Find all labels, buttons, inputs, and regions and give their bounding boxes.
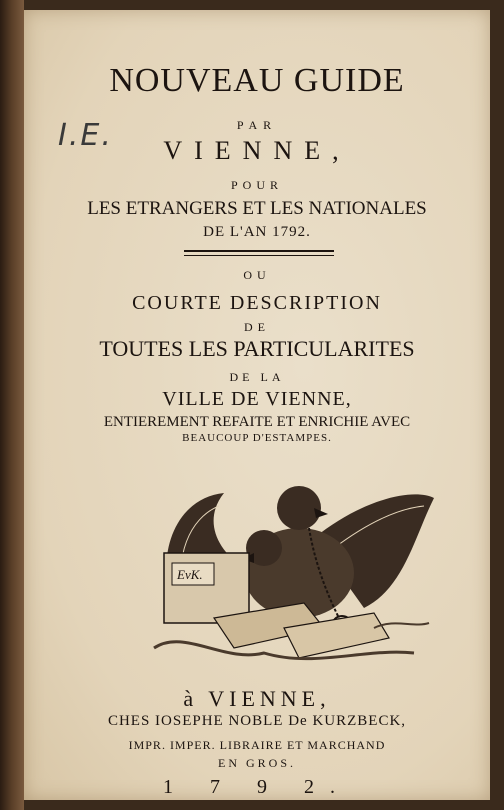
vignette-label: EvK. <box>177 567 203 582</box>
de-la-text: DE LA <box>229 370 285 384</box>
par-text: PAR <box>236 118 278 132</box>
edition-line-1: ENTIEREMENT REFAITE ET ENRICHIE AVEC <box>103 414 411 430</box>
book-spine <box>0 0 24 810</box>
printer-title-2: EN GROS. <box>217 756 296 770</box>
edition-line-2: BEAUCOUP D'ESTAMPES. <box>182 432 332 444</box>
subtitle-description: COURTE DESCRIPTION <box>132 292 382 314</box>
publisher-line: CHES IOSEPHE NOBLE De KURZBECK, <box>107 713 407 729</box>
book-title: NOUVEAU GUIDE <box>109 62 405 99</box>
printer-title: IMPR. IMPER. LIBRAIRE ET MARCHAND <box>128 738 386 752</box>
imprint-place: à VIENNE, <box>183 686 331 711</box>
title-page <box>24 10 490 800</box>
audience-line: LES ETRANGERS ET LES NATIONALES <box>87 198 427 219</box>
year-line: DE L'AN 1792. <box>203 224 311 240</box>
eagle-vignette-icon <box>114 478 444 678</box>
imprint-year: 1 7 9 2. <box>163 776 351 798</box>
de-text: DE <box>244 320 270 334</box>
subtitle-ville: VILLE DE VIENNE, <box>162 388 352 410</box>
city-title: VIENNE, <box>163 136 351 165</box>
divider-rule <box>184 250 334 252</box>
handwritten-annotation: I.E. <box>58 118 113 153</box>
pour-text: POUR <box>230 178 283 192</box>
ou-text: OU <box>243 268 271 282</box>
subtitle-particularites: TOUTES LES PARTICULARITES <box>99 336 415 361</box>
divider-rule-thin <box>184 255 334 256</box>
